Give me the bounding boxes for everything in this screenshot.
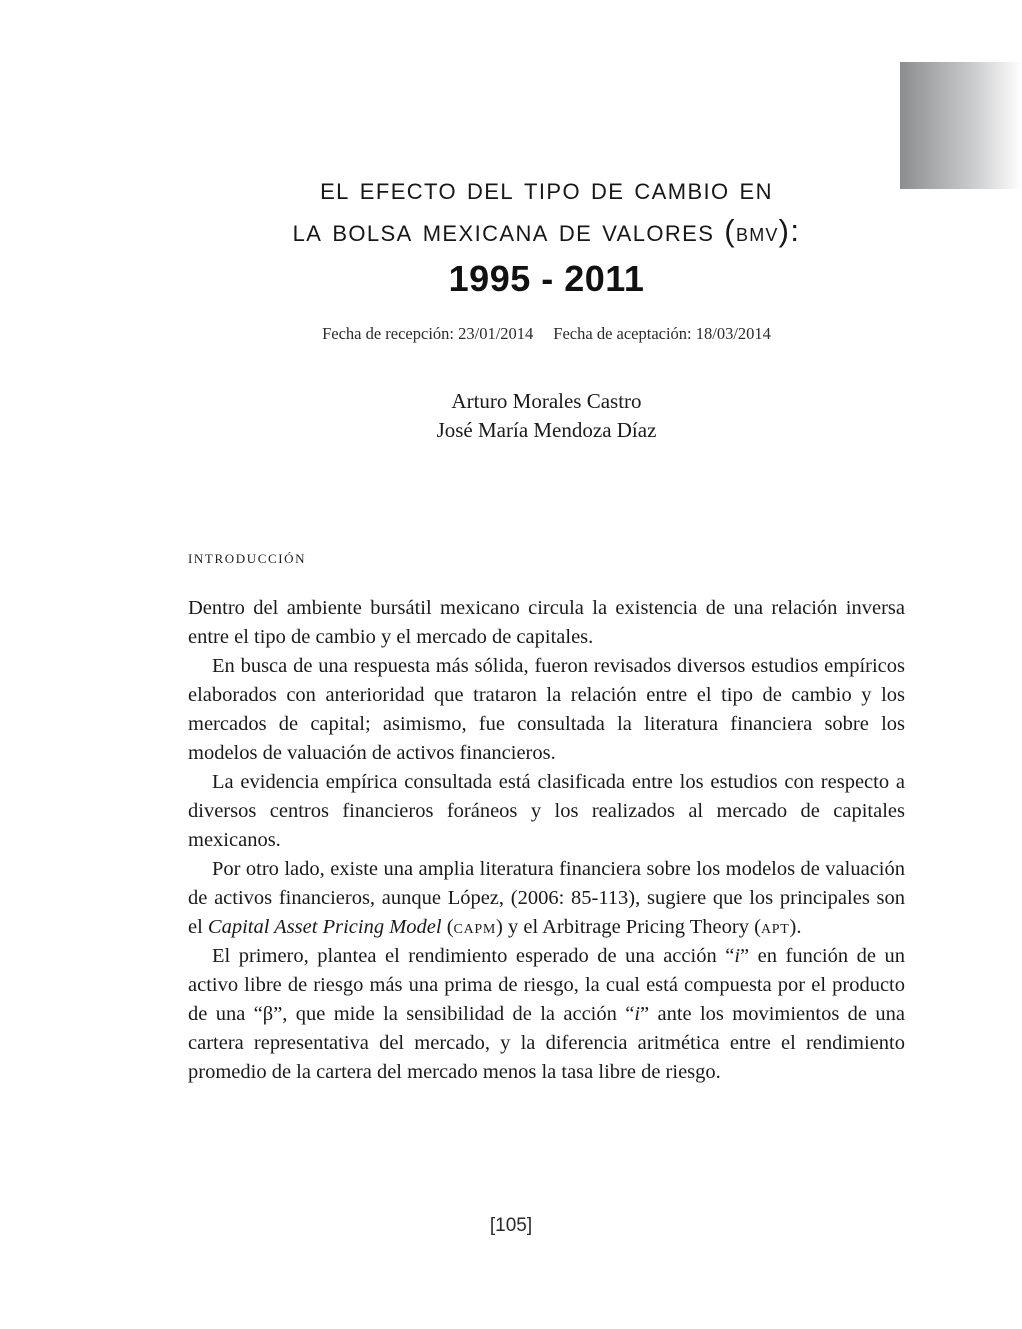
paragraph — [188, 942, 905, 1087]
paragraph-text: El primero, plantea el rendimiento esperado de una acción “ — [212, 945, 735, 967]
acronym-capm: capm — [453, 916, 497, 938]
page-title-abbreviation: bmv — [736, 219, 779, 247]
page-title-years: 1995 - 2011 — [448, 258, 645, 299]
page-title-line-2 — [188, 210, 905, 254]
paragraph-text: ) y el Arbitrage Pricing Theory ( — [496, 916, 761, 938]
paragraph-text: Por otro lado, existe una amplia literatura financiera sobre los modelos de valuación de activos financieros, aunque López, (2006: 85-113), sugiere que los principales son el — [188, 858, 905, 938]
page-title-line-2-suffix: ): — [778, 213, 801, 248]
author-list — [188, 387, 905, 445]
italic-term-capm-title: Capital Asset Pricing Model — [207, 916, 442, 938]
italic-variable-i: i — [634, 1003, 641, 1025]
paragraph — [188, 855, 905, 942]
corner-gradient-decoration — [900, 62, 1022, 189]
page-title-line-2-prefix: la bolsa mexicana de valores ( — [292, 213, 737, 248]
body-text — [188, 594, 905, 1087]
page-title-line-1: el efecto del tipo de cambio en — [320, 171, 773, 206]
paragraph-text: ” ante los movimientos de una cartera representativa del mercado, y la diferencia aritmética entre el rendimiento promedio de la cartera del mercado menos la tasa libre de riesgo. — [188, 1003, 905, 1083]
acceptance-date: Fecha de aceptación: 18/03/2014 — [553, 324, 771, 343]
publication-dates — [188, 323, 905, 345]
page-folio: [105] — [489, 1215, 533, 1236]
reception-date: Fecha de recepción: 23/01/2014 — [322, 324, 534, 343]
italic-variable-i: i — [734, 945, 741, 967]
acronym-apt: apt — [760, 916, 790, 938]
paragraph: En busca de una respuesta más sólida, fueron revisados diversos estudios empíricos elaborados con anterioridad que trataron la relación entre el tipo de cambio y los mercados de capital; asimismo, fue consultada la literatura financiera sobre los modelos de valuación de activos financieros. — [188, 655, 905, 764]
author-name: Arturo Morales Castro — [451, 389, 642, 413]
paragraph-text: ( — [441, 916, 454, 938]
paragraph-text: ” en función de un activo libre de riesgo más una prima de riesgo, la cual está compuesta por el producto de una “β”, que mide la sensibilidad de la acción “ — [188, 945, 905, 1025]
author-name: José María Mendoza Díaz — [436, 418, 657, 442]
section-heading-introduccion: introducción — [188, 547, 307, 567]
page-content — [188, 0, 905, 1087]
paragraph: Dentro del ambiente bursátil mexicano circula la existencia de una relación inversa entre el tipo de cambio y el mercado de capitales. — [188, 597, 905, 648]
paragraph-text: ). — [789, 916, 802, 938]
title-block — [188, 0, 905, 302]
paragraph: La evidencia empírica consultada está clasificada entre los estudios con respecto a diversos centros financieros foráneos y los realizados al mercado de capitales mexicanos. — [188, 771, 905, 851]
